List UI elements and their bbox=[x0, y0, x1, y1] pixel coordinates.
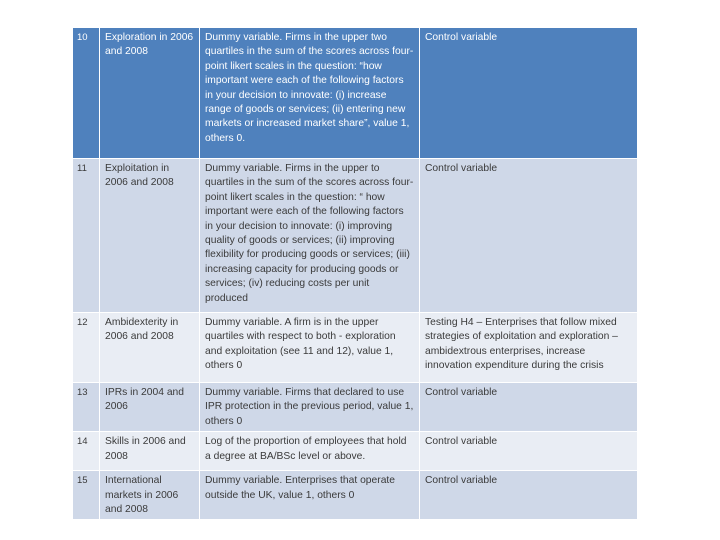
row-number: 15 bbox=[73, 471, 100, 520]
variables-table bbox=[72, 27, 638, 520]
variable-role: Control variable bbox=[420, 432, 638, 471]
variable-role: Control variable bbox=[420, 383, 638, 432]
variable-definition: Dummy variable. Firms in the upper two quartiles in the sum of the scores across four-point likert scales in the question: “how important were each of the following factors in your decision to innovate: (i) increase range of goods or services; (ii) entering new markets or increased market share”, value 1, others 0. bbox=[200, 28, 420, 159]
row-number: 10 bbox=[73, 28, 100, 159]
table-row bbox=[73, 313, 638, 383]
row-number: 14 bbox=[73, 432, 100, 471]
variable-name: IPRs in 2004 and 2006 bbox=[100, 383, 200, 432]
variable-role: Testing H4 – Enterprises that follow mixed strategies of exploitation and exploration – ambidextrous enterprises, increase innovation expenditure during the crisis bbox=[420, 313, 638, 383]
variable-definition: Dummy variable. Firms in the upper to quartiles in the sum of the scores across four-point likert scales in the question: “ how important were each of the following factors in your decision to innovate: (i) improving quality of goods or services; (ii) improving flexibility for producing goods or services; (iii) increasing capacity for producing goods or services; (iv) reducing costs per unit produced bbox=[200, 159, 420, 313]
variable-definition: Dummy variable. A firm is in the upper quartiles with respect to both - exploration and exploitation (see 11 and 12), value 1, others 0 bbox=[200, 313, 420, 383]
variable-name: Ambidexterity in 2006 and 2008 bbox=[100, 313, 200, 383]
variable-name: Exploitation in 2006 and 2008 bbox=[100, 159, 200, 313]
table-row bbox=[73, 471, 638, 520]
row-number: 13 bbox=[73, 383, 100, 432]
table-row bbox=[73, 159, 638, 313]
variable-definition: Log of the proportion of employees that hold a degree at BA/BSc level or above. bbox=[200, 432, 420, 471]
variable-name: International markets in 2006 and 2008 bbox=[100, 471, 200, 520]
table-row bbox=[73, 432, 638, 471]
variable-role: Control variable bbox=[420, 159, 638, 313]
variable-name: Skills in 2006 and 2008 bbox=[100, 432, 200, 471]
variable-definition: Dummy variable. Firms that declared to use IPR protection in the previous period, value 1, others 0 bbox=[200, 383, 420, 432]
table-row bbox=[73, 28, 638, 159]
variable-definition: Dummy variable. Enterprises that operate outside the UK, value 1, others 0 bbox=[200, 471, 420, 520]
table-row bbox=[73, 383, 638, 432]
variable-role: Control variable bbox=[420, 28, 638, 159]
row-number: 11 bbox=[73, 159, 100, 313]
variable-name: Exploration in 2006 and 2008 bbox=[100, 28, 200, 159]
variable-role: Control variable bbox=[420, 471, 638, 520]
row-number: 12 bbox=[73, 313, 100, 383]
